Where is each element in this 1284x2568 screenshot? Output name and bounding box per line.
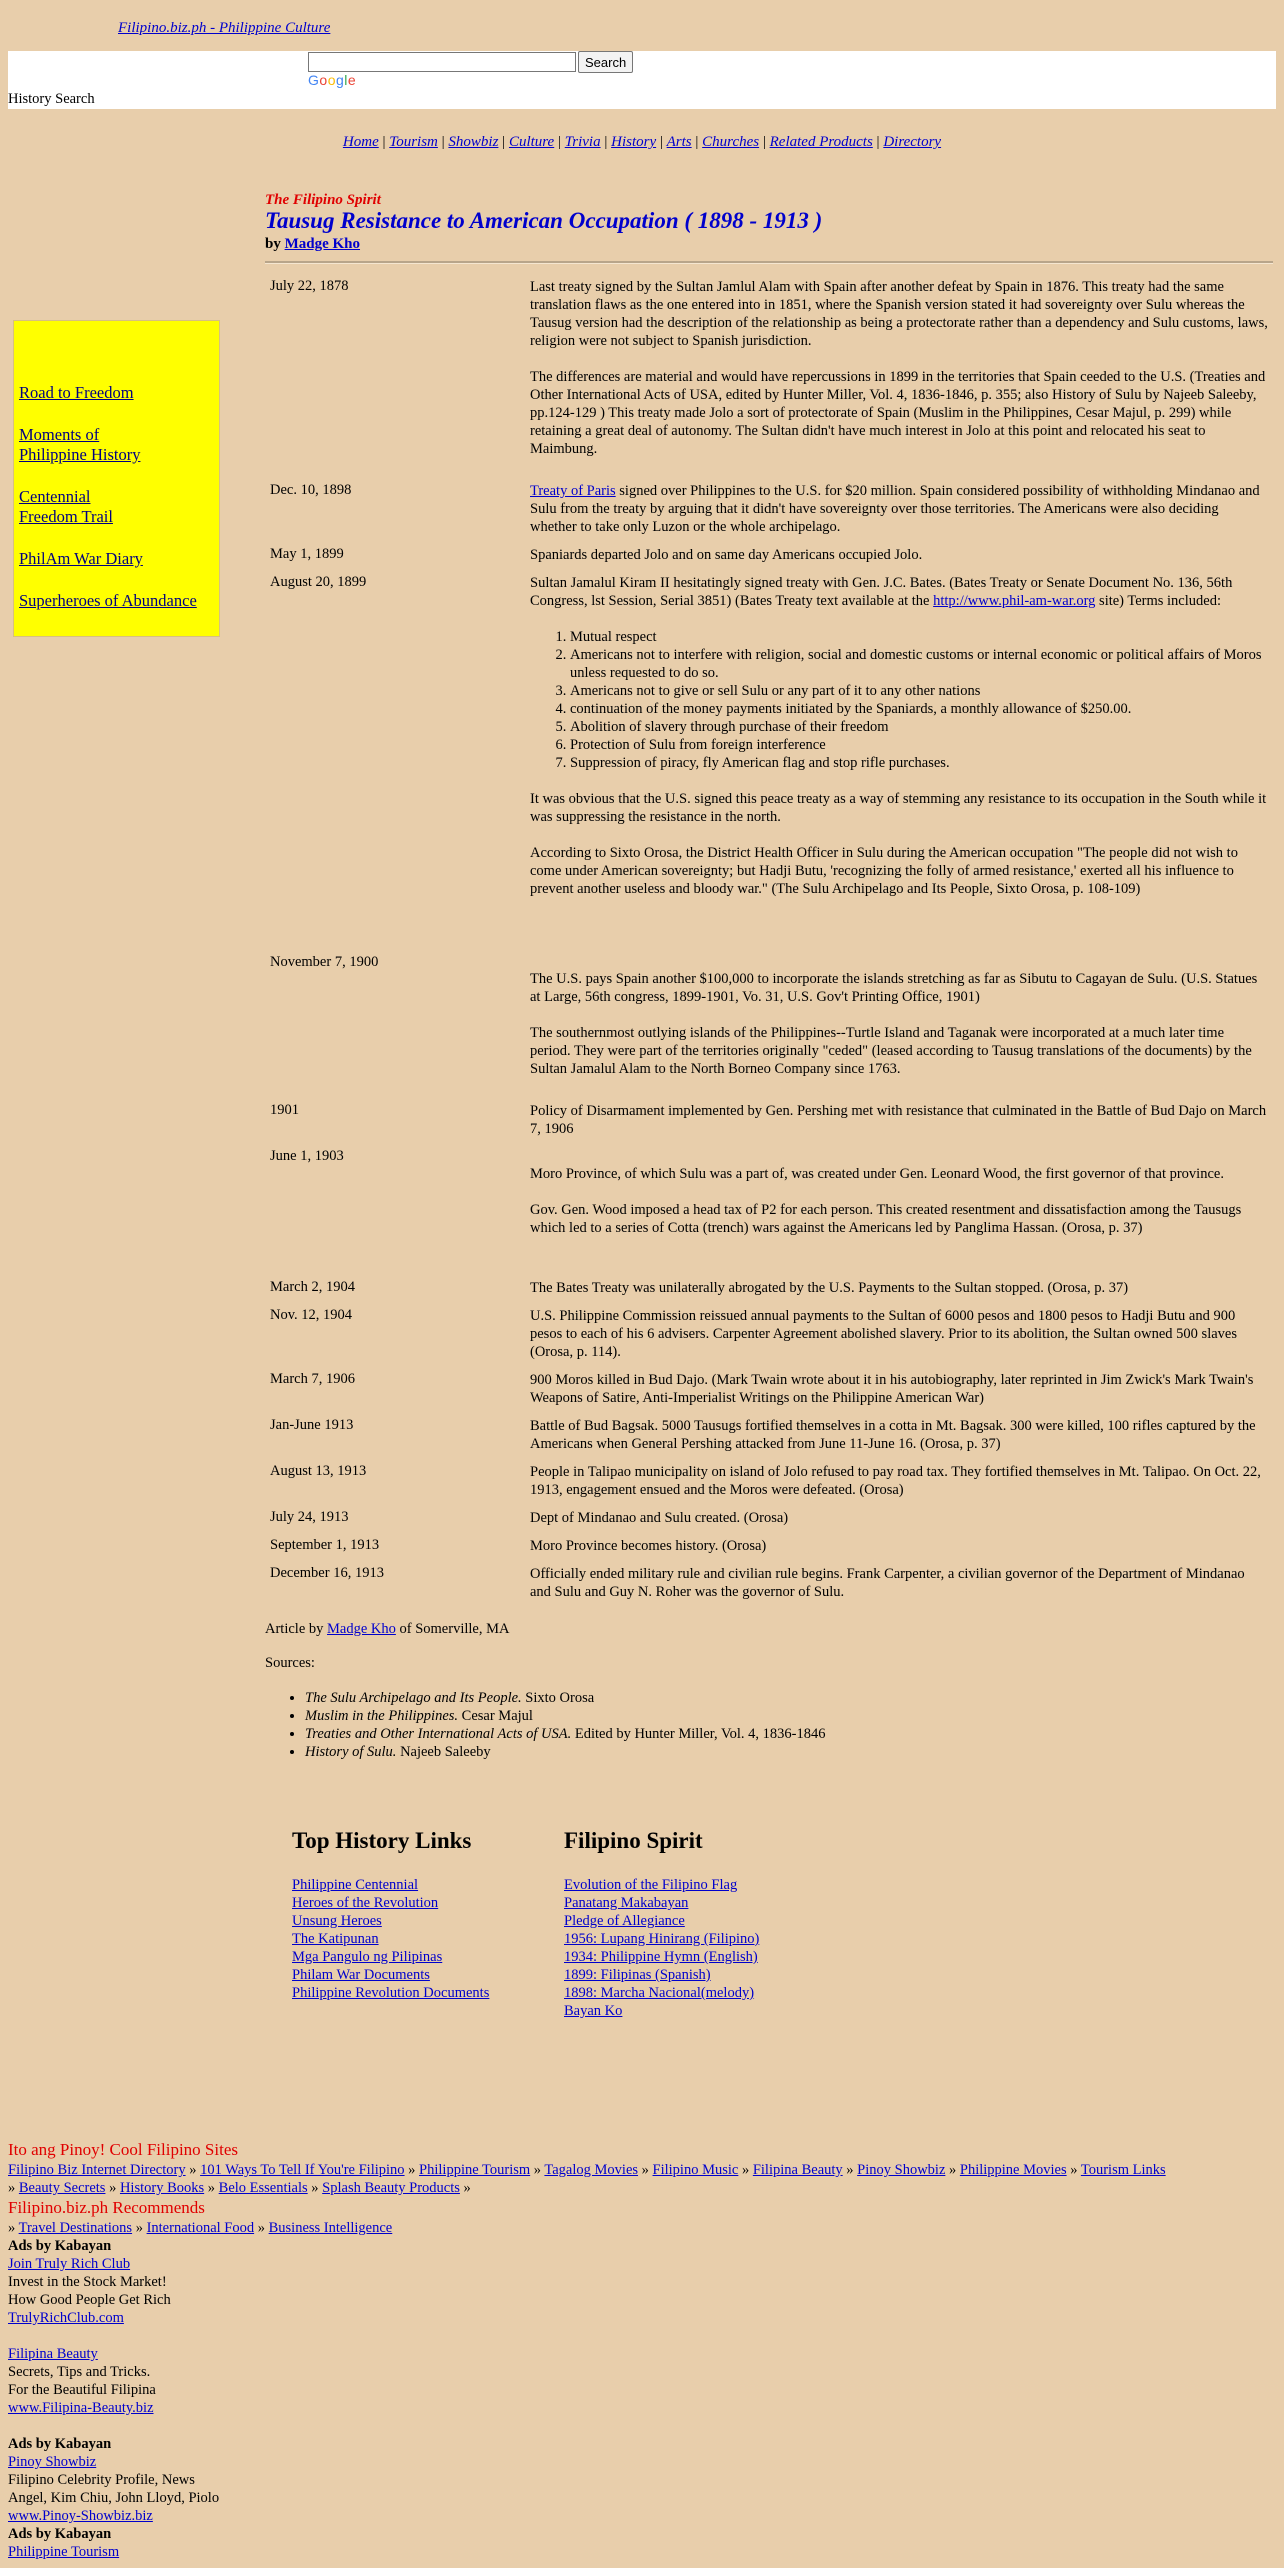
list-item: • Muslim in the Philippines. Cesar Majul [305, 1707, 825, 1725]
article-kicker: The Filipino Spirit [265, 192, 381, 208]
timeline-entry: Battle of Bud Bagsak. 5000 Tausugs fortified themselves in a cotta in Mt. Bagsak. 300 were killed, 100 rifles captured by the Americans when General Pershing attacked from June 11-June 16. (Orosa, p. 37) [530, 1418, 1256, 1452]
timeline-date: Dec. 10, 1898 [270, 482, 352, 498]
sidebar-link-superheroes[interactable]: Superheroes of Abundance [19, 591, 197, 610]
google-logo: Google [308, 72, 357, 88]
phil-am-war-link[interactable]: http://www.phil-am-war.org [933, 593, 1096, 609]
list-item: 3. Americans not to give or sell Sulu or any part of it to any other nations [570, 682, 1268, 700]
sidebar-link-centennial[interactable]: Centennial [19, 487, 91, 506]
history-link[interactable]: Philam War Documents [292, 1967, 430, 1983]
article-byline: by Madge Kho [265, 236, 361, 252]
ad-url[interactable]: TrulyRichClub.com [8, 2310, 124, 2326]
timeline-entry: The Bates Treaty was unilaterally abrogated by the U.S. Payments to the Sultan stopped. (Orosa, p. 37) [530, 1280, 1129, 1296]
ad-link[interactable]: Pinoy Showbiz [8, 2454, 97, 2470]
history-link[interactable]: Heroes of the Revolution [292, 1895, 439, 1911]
timeline-entry: Treaty of Paris signed over Philippines to the U.S. for $20 million. Spain considered possibility of withholding Mindanao and Sulu from the treaty by arguing that it didn't have sovereignty over those territories. The Americans were also deciding whether to take only Luzon or the whole archipelago. [530, 483, 1260, 535]
ad-link[interactable]: Philippine Tourism [8, 2544, 120, 2560]
recommend-link[interactable]: International Food [146, 2220, 255, 2236]
spirit-link[interactable]: Panatang Makabayan [564, 1895, 689, 1911]
cool-site-link[interactable]: Filipino Biz Internet Directory [8, 2162, 186, 2178]
sidebar-link-philippine-history[interactable]: Philippine History [19, 445, 141, 464]
timeline-date: December 16, 1913 [270, 1565, 384, 1581]
search-bar [8, 51, 1276, 109]
filipino-spirit-heading: Filipino Spirit [564, 1828, 703, 1853]
search-label: History Search [8, 91, 95, 107]
sidebar-link-freedom-trail[interactable]: Freedom Trail [19, 507, 113, 526]
nav-showbiz[interactable]: Showbiz [448, 134, 499, 150]
nav-arts[interactable]: Arts [666, 134, 692, 150]
top-history-links-heading: Top History Links [292, 1828, 472, 1853]
ad-link[interactable]: Filipina Beauty [8, 2346, 98, 2362]
list-item: 6. Protection of Sulu from foreign interference [570, 736, 1268, 754]
top-history-links-list [292, 1876, 489, 2002]
timeline-date: November 7, 1900 [270, 954, 379, 970]
timeline-entry: 900 Moros killed in Bud Dajo. (Mark Twain wrote about it in his autobiography, later reprinted in Jim Zwick's Mark Twain's Weapons of Satire, Anti-Imperialist Writings on the Philippine American War) [530, 1372, 1254, 1406]
timeline-entry: Sultan Jamalul Kiram II hesitatingly signed treaty with Gen. J.C. Bates. (Bates Treaty or Senate Document No. 136, 56th Congress, lst Session, Serial 3851) (Bates Treaty text available at the http://www.phil-am-war.org site) Terms included: 1. Mutual respect 2. Americans not to interfere with religion, social and domestic customs or internal economic or political affairs of Moros unless requested to do so. 3. Americans not to give or sell Sulu or any part of it to any other nations 4. continuation of the money payments initiated by the Spaniards, a monthly allowance of $250.00. 5. Abolition of slavery through purchase of their freedom 6. Protection of Sulu from foreign interference 7. Suppression of piracy, fly American flag and stop rifle purchases. It was obvious that the U.S. signed this peace treaty as a way of stemming any resistance to its occupation in the South while it was suppressing the resistance in the north. According to Sixto Orosa, the District Health Officer in Sulu during the American occupation "The people did not wish to come under American sovereignty; but Hadji Butu, 'recognizing the folly of armed resistance,' exerted all his influence to prevent another useless and bloody war." (The Sulu Archipelago and Its People, Sixto Orosa, p. 108-109) [530, 574, 1268, 898]
list-item: 5. Abolition of slavery through purchase of their freedom [570, 718, 1268, 736]
search-input[interactable] [308, 52, 576, 72]
timeline-entry: Policy of Disarmament implemented by Gen. Pershing met with resistance that culminated in the Battle of Bud Dajo on March 7, 1906 [530, 1103, 1267, 1137]
sidebar-link-moments[interactable]: Moments of [19, 425, 100, 444]
sources-label: Sources: [265, 1655, 315, 1671]
timeline-entry: The U.S. pays Spain another $100,000 to incorporate the islands stretching as far as Sibutu to Cagayan de Sulu. (U.S. Statues at Large, 56th congress, 1899-1901, Vo. 31, U.S. Gov't Printing Office, 1901) The southernmost outlying islands of the Philippines--Turtle Island and Taganak were incorporated at a much later time period. They were part of the territories originally "ceded" (leased according to Tausug translations of the documents) by the Sultan Jamalul Alam to the North Borneo Company since 1763. [530, 971, 1258, 1077]
timeline-date: July 22, 1878 [270, 278, 349, 294]
recommends-links: » Travel Destinations » International Food » Business Intelligence [8, 2220, 393, 2236]
nav-churches[interactable]: Churches [702, 134, 760, 150]
cool-site-link[interactable]: Tagalog Movies [544, 2162, 639, 2178]
spirit-link[interactable]: 1956: Lupang Hinirang (Filipino) [564, 1931, 760, 1947]
nav-history[interactable]: History [611, 134, 657, 150]
timeline-entry: Officially ended military rule and civilian rule begins. Frank Carpenter, a civilian governor of the Department of Mindanao and Sulu and Guy N. Roher was the governor of Sulu. [530, 1566, 1245, 1600]
timeline-date: July 24, 1913 [270, 1509, 349, 1525]
cool-site-link[interactable]: History Books [119, 2180, 205, 2196]
top-nav: Home | Tourism | Showbiz | Culture | Trivia | History | Arts | Churches | Related Products | Directory [342, 134, 942, 150]
cool-site-link[interactable]: Filipina Beauty [752, 2162, 843, 2178]
sidebar-link-philam-war-diary[interactable]: PhilAm War Diary [19, 549, 143, 568]
timeline-entry: U.S. Philippine Commission reissued annual payments to the Sultan of 6000 pesos and 1800 pesos to Hadji Butu and 900 pesos to each of his 6 advisers. Carpenter Agreement abolished slavery. Prior to its abolition, the Sultan owned 500 slaves (Orosa, p. 114). [530, 1308, 1237, 1360]
timeline-date: Jan-June 1913 [270, 1417, 354, 1433]
ad-url[interactable]: www.Filipina-Beauty.biz [8, 2400, 154, 2416]
nav-home[interactable]: Home [342, 134, 379, 150]
timeline-date: August 13, 1913 [270, 1463, 367, 1479]
article-credit: Article by Madge Kho of Somerville, MA [265, 1621, 510, 1637]
nav-directory[interactable]: Directory [883, 134, 942, 150]
timeline-date: March 7, 1906 [270, 1371, 355, 1387]
cool-site-link[interactable]: Philippine Movies [959, 2162, 1067, 2178]
timeline-entry: Dept of Mindanao and Sulu created. (Orosa) [530, 1510, 789, 1526]
ad-link[interactable]: Join Truly Rich Club [8, 2256, 131, 2272]
timeline-entry: Last treaty signed by the Sultan Jamlul Alam with Spain after another defeat by Spain in 1876. This treaty had the same translation flaws as the one entered into in 1851, where the Spanish version stated it had sovereignty over Sulu whereas the Tausug version had the description of the relationship as being a protectorate rather than a dependency and Sulu customs, laws, religion were not subject to Spanish jurisdiction. The differences are material and would have repercussions in 1899 in the territories that Spain ceeded to the U.S. (Treaties and Other International Acts of USA, edited by Hunter Miller, Vol. 4, 1836-1846, p. 355; also History of Sulu by Najeeb Saleeby, pp.124-129 ) This treaty made Jolo a sort of protectorate of Spain (Muslim in the Philippines, Cesar Majul, p. 299) while retaining a great deal of autonomy. The Sultan didn't have much interest in Jolo at this point and relocated his seat to Maimbung. [530, 279, 1268, 457]
list-item: 4. continuation of the money payments initiated by the Spaniards, a monthly allowance of $250.00. [570, 700, 1268, 718]
author-link[interactable]: Madge Kho [284, 236, 361, 252]
list-item: 1. Mutual respect [570, 628, 1268, 646]
divider [265, 261, 1273, 264]
timeline-date: March 2, 1904 [270, 1279, 355, 1295]
recommend-link[interactable]: Travel Destinations [18, 2220, 133, 2236]
author-credit-link[interactable]: Madge Kho [327, 1621, 396, 1637]
history-link[interactable]: The Katipunan [292, 1931, 379, 1947]
spirit-link[interactable]: Bayan Ko [564, 2003, 623, 2019]
list-item: 2. Americans not to interfere with religion, social and domestic customs or internal economic or political affairs of Moros unless requested to do so. [570, 646, 1268, 682]
timeline-entry: People in Talipao municipality on island of Jolo refused to pay road tax. They fortified themselves in Mt. Talipao. On Oct. 22, 1913, engagement ensued and the Moros were defeated. (Orosa) [530, 1464, 1261, 1498]
timeline-date: June 1, 1903 [270, 1148, 344, 1164]
timeline-date: 1901 [270, 1102, 299, 1118]
article-title: Tausug Resistance to American Occupation ( 1898 - 1913 ) [265, 208, 823, 233]
timeline-entry: Moro Province, of which Sulu was a part of, was created under Gen. Leonard Wood, the first governor of that province. Gov. Gen. Wood imposed a head tax of P2 for each person. This created resentment and dissatisfaction among the Tausugs which led to a series of Cotta (trench) wars against the Americans led by Panglima Hassan. (Orosa, p. 37) [530, 1166, 1242, 1236]
list-item: • History of Sulu. Najeeb Saleeby [305, 1743, 825, 1761]
cool-site-link[interactable]: Filipino Music [652, 2162, 739, 2178]
history-link[interactable]: Philippine Revolution Documents [292, 1985, 490, 2001]
nav-related-products[interactable]: Related Products [769, 134, 873, 150]
nav-trivia[interactable]: Trivia [564, 134, 601, 150]
sources-list [305, 1689, 825, 1761]
history-link[interactable]: Philippine Centennial [292, 1877, 419, 1893]
timeline-date: Nov. 12, 1904 [270, 1307, 353, 1323]
timeline-date: September 1, 1913 [270, 1537, 380, 1553]
treaty-terms-list [530, 628, 1268, 772]
spirit-link[interactable]: Pledge of Allegiance [564, 1913, 685, 1929]
nav-culture[interactable]: Culture [508, 134, 555, 150]
nav-tourism[interactable]: Tourism [389, 134, 438, 150]
site-title-link[interactable]: Filipino.biz.ph - Philippine Culture [118, 20, 331, 36]
cool-sites-heading: Ito ang Pinoy! Cool Filipino Sites [8, 2140, 238, 2159]
cool-site-link[interactable]: Pinoy Showbiz [857, 2162, 946, 2178]
treaty-of-paris-link[interactable]: Treaty of Paris [530, 483, 616, 499]
recommends-heading: Filipino.biz.ph Recommends [8, 2198, 205, 2217]
history-link[interactable]: Unsung Heroes [292, 1913, 382, 1929]
search-button[interactable]: Search [578, 51, 633, 73]
cool-site-link[interactable]: Belo Essentials [218, 2180, 308, 2196]
timeline-date: August 20, 1899 [270, 574, 367, 590]
recommend-link[interactable]: Business Intelligence [268, 2220, 393, 2236]
ad-block: Ads by Kabayan Join Truly Rich Club Invest in the Stock Market! How Good People Get Rich TrulyRichClub.com Filipina Beauty Secrets, Tips and Tricks. For the Beautiful Filipina www.Filipina-Beauty.biz Ads by Kabayan Pinoy Showbiz Filipino Celebrity Profile, News Angel, Kim Chiu, John Lloyd, Piolo www.Pinoy-Showbiz.biz Ads by Kabayan Philippine Tourism [8, 2238, 220, 2560]
timeline-date: May 1, 1899 [270, 546, 344, 562]
timeline-entry: Spaniards departed Jolo and on same day Americans occupied Jolo. [530, 547, 923, 563]
spirit-link[interactable]: 1899: Filipinas (Spanish) [564, 1967, 711, 1983]
sidebar [13, 320, 220, 637]
list-item: • The Sulu Archipelago and Its People. Sixto Orosa [305, 1689, 825, 1707]
cool-sites-links: Filipino Biz Internet Directory » 101 Ways To Tell If You're Filipino » Philippine Tourism » Tagalog Movies » Filipino Music » Filipina Beauty » Pinoy Showbiz » Philippine Movies » Tourism Links » Beauty Secrets » History Books » Belo Essentials » Splash Beauty Products » [8, 2162, 1166, 2196]
timeline-entry: Moro Province becomes history. (Orosa) [530, 1538, 767, 1554]
list-item: 7. Suppression of piracy, fly American flag and stop rifle purchases. [570, 754, 1268, 772]
cool-site-link[interactable]: Philippine Tourism [419, 2162, 531, 2178]
ad-url[interactable]: www.Pinoy-Showbiz.biz [8, 2508, 153, 2524]
sidebar-link-road-to-freedom[interactable]: Road to Freedom [19, 383, 134, 402]
cool-site-link[interactable]: Splash Beauty Products [322, 2180, 460, 2196]
cool-site-link[interactable]: 101 Ways To Tell If You're Filipino [200, 2162, 405, 2178]
filipino-spirit-list [564, 1876, 759, 2020]
spirit-link[interactable]: 1934: Philippine Hymn (English) [564, 1949, 758, 1965]
spirit-link[interactable]: 1898: Marcha Nacional(melody) [564, 1985, 755, 2001]
cool-site-link[interactable]: Beauty Secrets [18, 2180, 106, 2196]
spirit-link[interactable]: Evolution of the Filipino Flag [564, 1877, 738, 1893]
list-item: • Treaties and Other International Acts of USA. Edited by Hunter Miller, Vol. 4, 1836-1846 [305, 1725, 825, 1743]
cool-site-link[interactable]: Tourism Links [1080, 2162, 1166, 2178]
history-link[interactable]: Mga Pangulo ng Pilipinas [292, 1949, 443, 1965]
